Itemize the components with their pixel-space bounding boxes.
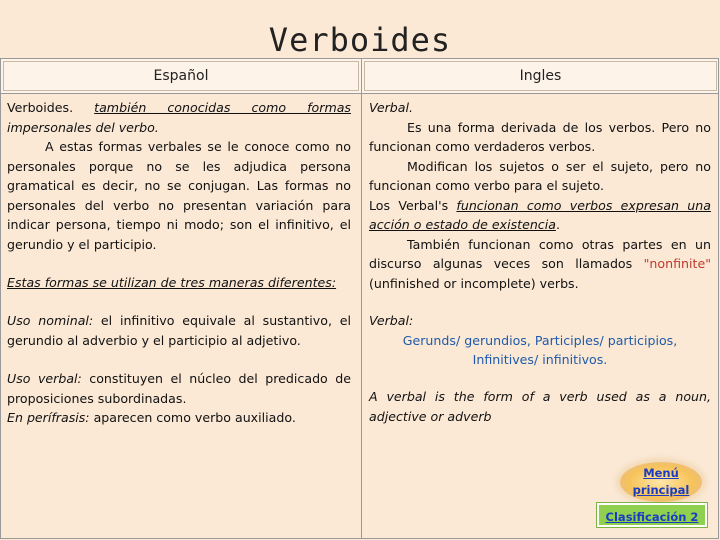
- english-p2: Modifican los sujetos o ser el sujeto, pero no funcionan como verbo para el sujeto.: [369, 158, 711, 193]
- english-p4-a: También funcionan como otras partes en un discurso algunas veces son llamados: [369, 236, 711, 271]
- perifrasis-text: aparecen como verbo auxiliado.: [89, 410, 296, 425]
- spanish-intro: [7, 98, 351, 254]
- gerundios: gerundios: [464, 332, 527, 348]
- participios: participios: [607, 332, 674, 348]
- verbal-label: Verbal.: [369, 100, 414, 115]
- column-divider: [361, 59, 362, 538]
- uso-verbal-label: Uso verbal:: [7, 371, 82, 386]
- clasificacion-2-button[interactable]: Clasificación 2: [597, 503, 707, 527]
- english-p4-b: (unfinished or incomplete) verbs.: [369, 275, 579, 291]
- page-title: Verboides: [268, 21, 452, 59]
- verbal-forms-list: Gerunds/ gerundios, Participles/ participios, Infinitives/ infinitivos.: [402, 332, 678, 367]
- header-espanol: Español: [153, 68, 209, 84]
- comparison-table: [0, 58, 719, 539]
- uso-nominal-text: el infinitivo equivale al sustantivo, el gerundio al adverbio y el participio al adjetivo.: [7, 313, 351, 348]
- verboides-label: Verboides.: [7, 100, 74, 115]
- spanish-body-b: , el: [329, 217, 351, 232]
- verbal-definition: A verbal is the form of a verb used as a noun, adjective or adverb: [369, 389, 711, 424]
- spanish-first-line: [7, 98, 351, 118]
- english-p3-a: Los Verbal's: [369, 197, 457, 213]
- infinitivo-word: infinitivo: [275, 217, 330, 232]
- perifrasis-label: En perífrasis:: [7, 410, 90, 425]
- spanish-body-d: .: [152, 236, 157, 252]
- english-p1: Es una forma derivada de los verbos. Pero no funcionan como verdaderos verbos.: [369, 119, 711, 154]
- infinitives: Infinitives: [472, 352, 534, 367]
- english-p3-b: .: [555, 217, 560, 232]
- english-intro: [369, 98, 711, 293]
- verbal2-label: Verbal:: [369, 313, 414, 328]
- impersonales: impersonales del verbo.: [7, 119, 159, 135]
- gerunds: Gerunds: [402, 332, 456, 348]
- uso-nominal: [7, 311, 351, 350]
- english-p4: [369, 235, 711, 294]
- header-ingles: Ingles: [519, 68, 562, 84]
- spanish-body-c: y el: [63, 236, 94, 252]
- table-header: [1, 59, 718, 94]
- english-verbal-forms: [369, 311, 711, 370]
- english-p3: [369, 196, 711, 235]
- funcionan-underlined: funcionan como verbos expresan una acción o estado de existencia: [369, 197, 711, 232]
- tambien-conocidas: también conocidas como formas: [94, 100, 351, 115]
- nonfinite-word: "nonfinite": [643, 256, 711, 271]
- menu-principal-button[interactable]: Menú principal: [620, 462, 702, 502]
- participio-word: participio: [93, 236, 153, 252]
- uso-nominal-label: Uso nominal:: [7, 313, 94, 328]
- uso-verbal-text: constituyen el núcleo del predicado de proposiciones subordinadas.: [7, 371, 351, 406]
- spanish-body: [7, 137, 351, 254]
- spanish-body-a: A estas formas verbales se le conoce como no personales porque no se les adjudica persona gramatical es decir, no se conjugan. Las formas no personales del verbo no presentan variación para indicar persona, tiempo ni modo; son el: [7, 139, 351, 232]
- uso-verbal: [7, 369, 351, 428]
- tres-maneras: Estas formas se utilizan de tres maneras diferentes:: [7, 275, 337, 290]
- participles: Participles: [534, 332, 600, 348]
- gerundio-word: gerundio: [7, 236, 64, 252]
- infinitivos: infinitivos: [542, 352, 604, 367]
